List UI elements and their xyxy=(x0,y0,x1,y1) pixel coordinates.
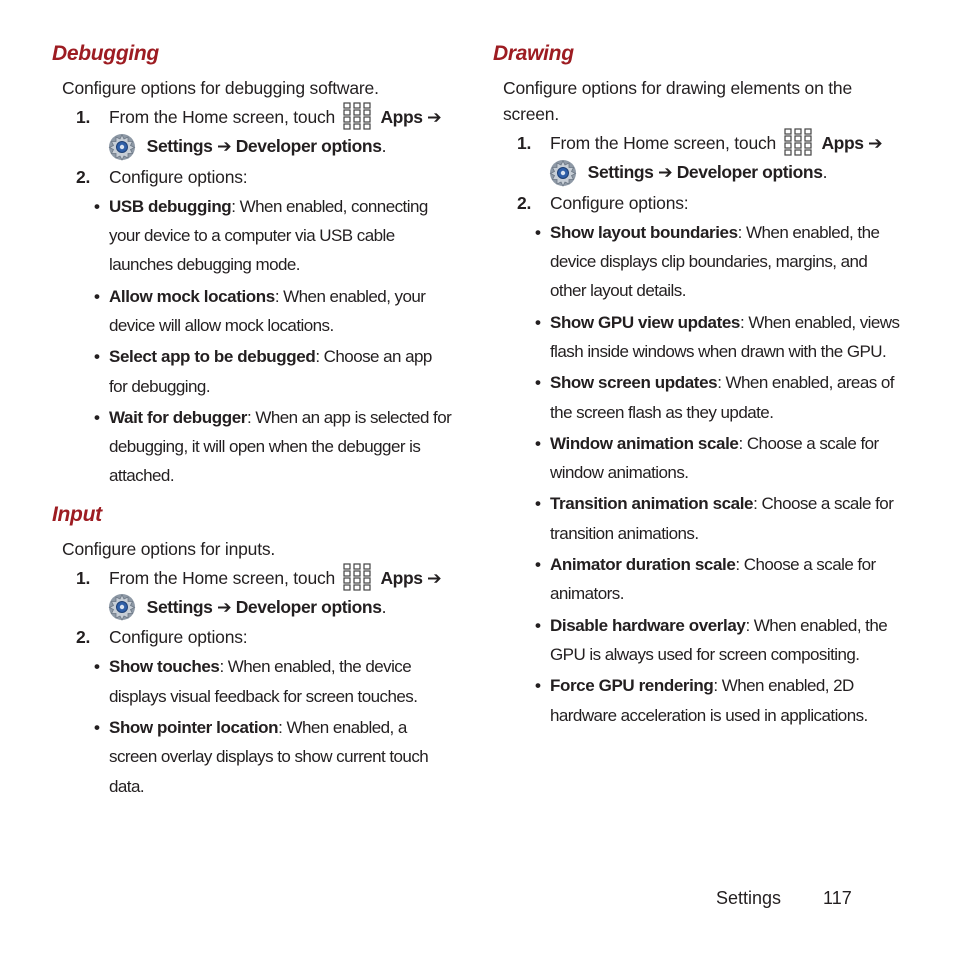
input-section xyxy=(52,501,452,801)
footer-section-name: Settings xyxy=(716,888,782,908)
apps-label: Apps ➔ xyxy=(821,133,883,153)
list-item: • Show GPU view updates: When enabled, views flash inside windows when drawn with the GPU. xyxy=(550,308,903,367)
step-text: From the Home screen, touch xyxy=(109,567,336,588)
input-intro: Configure options for inputs. xyxy=(62,538,276,559)
list-item: • Disable hardware overlay: When enabled, the GPU is always used for screen compositing. xyxy=(550,611,903,670)
drawing-section xyxy=(493,40,903,730)
debugging-options-list xyxy=(52,192,452,491)
page-number: 117 xyxy=(823,888,852,908)
step-text: Configure options: xyxy=(109,627,248,648)
debugging-intro: Configure options for debugging software. xyxy=(62,78,379,98)
list-item: • Show pointer location: When enabled, a screen overlay displays to show current touch data. xyxy=(109,713,452,801)
list-item: • Show layout boundaries: When enabled, the device displays clip boundaries, margins, and other layout details. xyxy=(550,218,903,306)
step-number: 2. xyxy=(76,627,91,648)
input-step-2 xyxy=(76,623,452,652)
debugging-step-2 xyxy=(76,163,452,192)
step-number: 1. xyxy=(76,567,91,588)
list-item: • Show touches: When enabled, the device displays visual feedback for screen touches. xyxy=(109,652,452,711)
list-item: • Wait for debugger: When an app is selected for debugging, it will open when the debugger is attached. xyxy=(109,403,452,491)
debugging-heading: Debugging xyxy=(52,42,159,65)
list-item: • Transition animation scale: Choose a scale for transition animations. xyxy=(550,489,903,548)
step-end: . xyxy=(381,136,387,157)
drawing-heading: Drawing xyxy=(493,42,574,65)
input-options-list xyxy=(52,652,452,800)
list-item: • USB debugging: When enabled, connecting your device to a computer via USB cable launches debugging mode. xyxy=(109,192,452,280)
settings-path: Settings ➔ Developer options xyxy=(146,597,382,618)
list-item: • Show screen updates: When enabled, areas of the screen flash as they update. xyxy=(550,368,903,427)
settings-gear-icon xyxy=(548,158,578,188)
settings-gear-icon xyxy=(107,132,137,162)
right-column xyxy=(493,40,903,732)
drawing-step-2 xyxy=(517,189,903,218)
list-item: • Select app to be debugged: Choose an app for debugging. xyxy=(109,342,452,401)
apps-label: Apps ➔ xyxy=(380,567,442,588)
apps-grid-icon xyxy=(343,102,371,130)
settings-path: Settings ➔ Developer options xyxy=(146,136,382,157)
list-item: • Window animation scale: Choose a scale for window animations. xyxy=(550,429,903,488)
step-number: 2. xyxy=(517,192,532,213)
apps-grid-icon xyxy=(343,563,371,591)
list-item: • Allow mock locations: When enabled, your device will allow mock locations. xyxy=(109,282,452,341)
step-number: 1. xyxy=(76,107,91,127)
step-text: From the Home screen, touch xyxy=(550,133,777,153)
settings-path: Settings ➔ Developer options xyxy=(587,162,823,183)
step-end: . xyxy=(822,162,828,183)
apps-grid-icon xyxy=(784,128,812,156)
list-item: • Force GPU rendering: When enabled, 2D hardware acceleration is used in applications. xyxy=(550,671,903,730)
drawing-step-1 xyxy=(517,129,903,189)
page-footer xyxy=(716,885,852,911)
step-text: Configure options: xyxy=(550,192,689,213)
step-number: 2. xyxy=(76,166,91,187)
input-heading: Input xyxy=(52,502,102,526)
step-number: 1. xyxy=(517,133,532,153)
drawing-intro: Configure options for drawing elements on the screen. xyxy=(503,78,852,124)
settings-gear-icon xyxy=(107,592,137,622)
left-column xyxy=(52,40,452,803)
step-end: . xyxy=(381,597,387,618)
step-text: From the Home screen, touch xyxy=(109,107,336,127)
debugging-section xyxy=(52,40,452,491)
step-text: Configure options: xyxy=(109,166,248,187)
input-step-1 xyxy=(76,564,452,624)
debugging-step-1 xyxy=(76,103,452,163)
drawing-options-list xyxy=(493,218,903,730)
apps-label: Apps ➔ xyxy=(380,107,442,127)
list-item: • Animator duration scale: Choose a scale for animators. xyxy=(550,550,903,609)
